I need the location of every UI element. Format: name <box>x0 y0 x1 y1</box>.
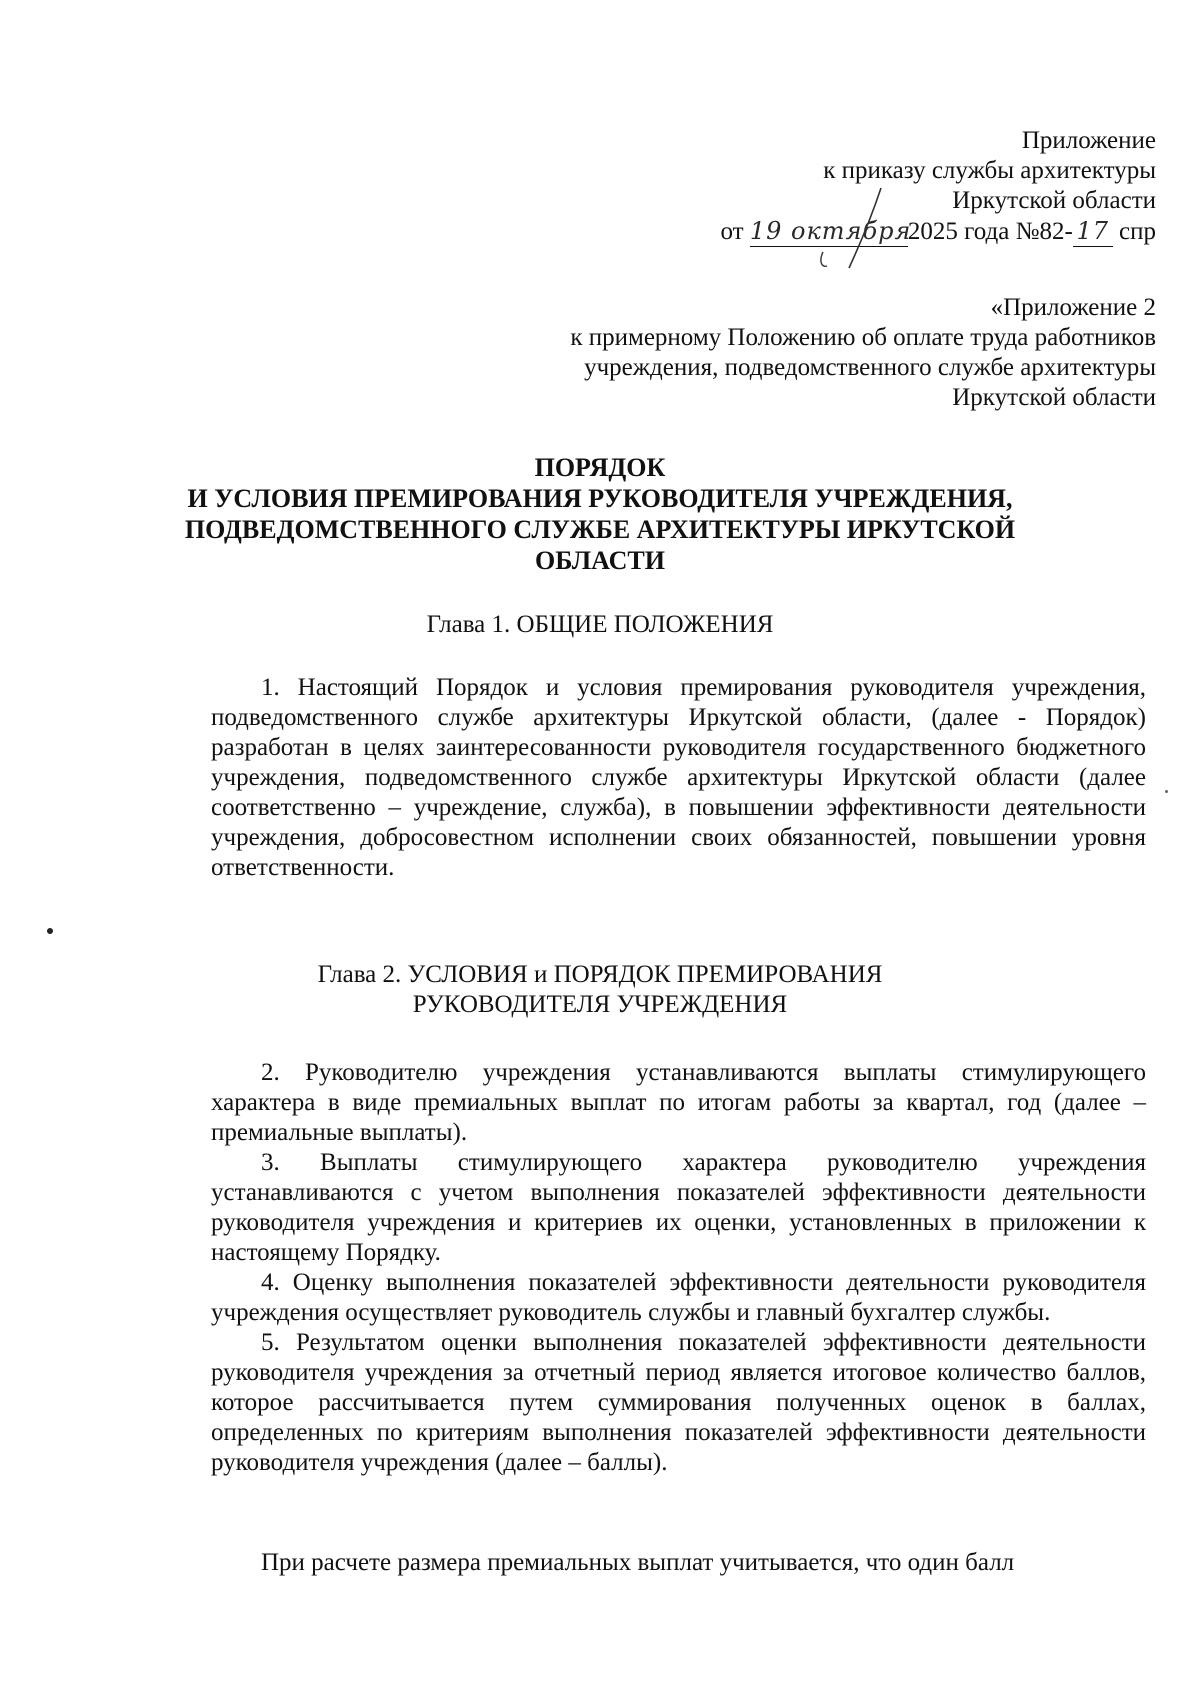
title-line-1: ПОРЯДОК <box>534 453 666 482</box>
chapter-2-text-continued <box>211 1548 1146 1578</box>
paragraph-5: 5. Результатом оценки выполнения показателей эффективности деятельности руководителя учреждения за отчетный период является итоговое количество баллов, которое рассчитывается путем суммирования полученных оценок в баллах, определенных по критериям выполнения показателей эффективности деятельности руководителя учреждения (далее – баллы). <box>211 1329 1146 1476</box>
order-reference: к приказу службы архитектуры <box>823 157 1156 184</box>
appendix-header <box>721 126 1157 247</box>
chapter-2-heading <box>0 960 1200 1020</box>
handwritten-date: 19 октября <box>749 217 912 245</box>
paragraph-3: 3. Выплаты стимулирующего характера руководителю учреждения устанавливаются с учетом выполнения показателей эффективности деятельности руководителя учреждения и критериев их оценки, установленных в приложении к настоящему Порядку. <box>211 1149 1146 1266</box>
appendix2-region: Иркутской области <box>952 384 1156 411</box>
document-title <box>0 452 1200 576</box>
appendix2-ref-line1: к примерному Положению об оплате труда работников <box>570 324 1156 351</box>
title-line-2: И УСЛОВИЯ ПРЕМИРОВАНИЯ РУКОВОДИТЕЛЯ УЧРЕЖДЕНИЯ, <box>187 484 1013 513</box>
chapter-2-text <box>211 1058 1146 1478</box>
paragraph-2: 2. Руководителю учреждения устанавливаются выплаты стимулирующего характера в виде премиальных выплат по итогам работы за квартал, год (далее – премиальные выплаты). <box>211 1059 1146 1146</box>
scan-speck <box>1165 790 1168 793</box>
paragraph-4: 4. Оценку выполнения показателей эффективности деятельности руководителя учреждения осуществляет руководитель службы и главный бухгалтер службы. <box>211 1269 1146 1326</box>
number-suffix: спр <box>1119 218 1156 245</box>
chapter-2-heading-line-1: Глава 2. УСЛОВИЯ и ПОРЯДОК ПРЕМИРОВАНИЯ <box>317 961 883 988</box>
date-year: 2025 года №82- <box>907 218 1073 245</box>
appendix2-ref-line2: учреждения, подведомственного службе архитектуры <box>584 354 1156 381</box>
chapter-1-heading: Глава 1. ОБЩИЕ ПОЛОЖЕНИЯ <box>426 611 774 638</box>
scan-speck <box>47 928 53 934</box>
paragraph-1: 1. Настоящий Порядок и условия премирования руководителя учреждения, подведомственного службе архитектуры Иркутской области, (далее - Порядок) разработан в целях заинтересованности руководителя государственного бюджетного учреждения, подведомственного службе архитектуры Иркутской области (далее соответственно – учреждение, служба), в повышении эффективности деятельности учреждения, добросовестном исполнении своих обязанностей, повышении уровня ответственности. <box>211 674 1146 881</box>
date-prefix: от <box>720 218 744 245</box>
handwritten-number: 17 <box>1073 216 1113 247</box>
appendix2-header <box>570 293 1156 413</box>
title-line-4: ОБЛАСТИ <box>535 546 665 575</box>
title-line-3: ПОДВЕДОМСТВЕННОГО СЛУЖБЕ АРХИТЕКТУРЫ ИРКУТСКОЙ <box>184 515 1016 544</box>
appendix2-label: «Приложение 2 <box>990 294 1156 321</box>
chapter-2-heading-line-2: РУКОВОДИТЕЛЯ УЧРЕЖДЕНИЯ <box>412 991 788 1018</box>
paragraph-6: При расчете размера премиальных выплат учитывается, что один балл <box>261 1549 1015 1576</box>
appendix-label: Приложение <box>1021 127 1156 154</box>
region-name: Иркутской области <box>952 187 1156 214</box>
order-date-line <box>721 216 1157 247</box>
chapter-1-text <box>211 673 1146 883</box>
